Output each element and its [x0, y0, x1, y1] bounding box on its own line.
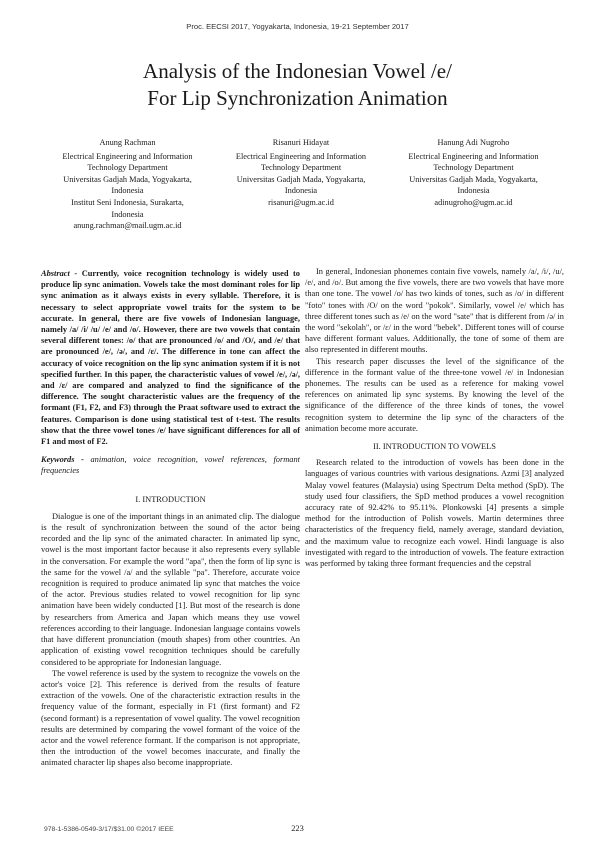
- author-email: risanuri@ugm.ac.id: [268, 197, 334, 207]
- affiliation-line: Electrical Engineering and Information: [62, 151, 193, 161]
- affiliation-line: Indonesia: [111, 209, 144, 219]
- right-column: [305, 266, 564, 569]
- affiliation-line: Universitas Gadjah Mada, Yogyakarta,: [409, 174, 538, 184]
- affiliation-line: Indonesia: [111, 186, 144, 196]
- paragraph: Dialogue is one of the important things in an animated clip. The dialogue is the result of synchronization between the sound of the actor being recorded and the lip sync of the animated character. In animated lip sync, vowel is the most important factor because it also represents every syllable in the conversation. For example the word "apa", then the form of lip sync is the same for the vowel /a/ and the syllable "pa". Therefore, accurate voice recognition is required to produce animated lip sync that matches the voice of the actor. Previous studies related to vowel recognition for lip sync animation have been widely conducted [1]. But most of the research is done by researchers from America and Japan which means they use vowel references according to their language. Indonesian language contains vowels that have different pronunciation (mouth shapes) from other countries. An application of existing vowel recognition techniques should be carefully considered to be appropriate for Indonesian language.: [41, 511, 300, 667]
- affiliation-line: Indonesia: [284, 186, 318, 196]
- paragraph: This research paper discusses the level of the significance of the difference in the formant value of the three-tone vowel /e/ in Indonesian phonemes. The results can be used as a reference for making vowel references on animated lip sync systems. By knowing the level of the significance of the difference of the three kinds of tones, the vowel recognition system to determine the lip sync of the characters of the animation become more accurate.: [305, 356, 564, 433]
- isbn-footer: 978-1-5386-0549-3/17/$31.00 ©2017 IEEE: [44, 826, 174, 833]
- keywords-label: Keywords -: [41, 455, 84, 465]
- keywords-text: animation, voice recognition, vowel references, formant frequencies: [41, 455, 300, 476]
- title-line-2: For Lip Synchronization Animation: [147, 86, 448, 110]
- author-name: Anung Rachman: [99, 138, 156, 147]
- author-3: [387, 137, 560, 232]
- keywords: [41, 454, 300, 476]
- affiliation-line: Electrical Engineering and Information: [235, 151, 367, 161]
- author-block: [40, 137, 560, 232]
- author-2: [215, 137, 387, 232]
- paragraph: In general, Indonesian phonemes contain five vowels, namely /a/, /i/, /u/, /e/, and /o/. But among the five vowels, there are two vowels that have more than one tone. The vowel /o/ has two kinds of tones, such as /o/ in different "foto" tones with /O/ on the word "pokok". Similarly, vowel /e/ which has three different tones such as /e/ on the word "sate" that is different from /ə/ in the word "sekolah", or /ɛ/ in the word "bebek". Different tones will of course have different formant values. Additionally, the tone of some of them are also represented in different mouths.: [305, 267, 564, 355]
- affiliation-line: Electrical Engineering and Information: [408, 151, 539, 161]
- conference-header: Proc. EECSI 2017, Yogyakarta, Indonesia, 19-21 September 2017: [186, 22, 409, 31]
- title-line-1: Analysis of the Indonesian Vowel /e/: [143, 59, 452, 83]
- affiliation-line: Universitas Gadjah Mada, Yogyakarta,: [236, 174, 366, 184]
- author-1: [40, 137, 215, 232]
- paragraph: The vowel reference is used by the system to recognize the vowels on the actor's voice [2]. This reference is derived from the results of feature extraction of the vowels. One of the characteristic extraction results in the frequency value of the formant, especially in F1 (first formant) and F2 (second formant) is a representation of vowel quality. The vowel recognition results are determined by comparing the vowel formant of the voice of the actor and the vowel reference formant. If the comparison is not appropriate, then the introduction of the vowel becomes inaccurate, and finally the animated character lip shapes also become inappropriate.: [41, 668, 300, 768]
- author-name: Risanuri Hidayat: [272, 138, 330, 147]
- paragraph: Research related to the introduction of vowels has been done in the languages of various countries with various designations. Azmi [3] analyzed Malay vowel features (Malaysia) using Spectrum Delta method (SpD). The study used four classifiers, the SpD method produces a vowel recognition accuracy rate of 92.42% to 95.11%. Plonkowski [4] presents a simple method for the introduction of Polish vowels. Martin determines three characteristics of the frequency field, namely average, standard deviation, and the maximum value to recognize each vowel. Hindi language is also investigated with regard to the introduction of vowels. The feature extraction was performed by taking three formant frequencies and the cepstral: [305, 458, 564, 569]
- affiliation-line: Technology Department: [87, 163, 168, 173]
- abstract-label: Abstract: [41, 269, 70, 278]
- author-email: anung.rachman@mail.ugm.ac.id: [73, 221, 182, 231]
- section-heading-introduction: I. INTRODUCTION: [135, 494, 206, 504]
- author-name: Hanung Adi Nugroho: [437, 138, 510, 147]
- affiliation-line: Universitas Gadjah Mada, Yogyakarta,: [63, 174, 192, 184]
- author-email: adinugroho@ugm.ac.id: [434, 197, 513, 207]
- left-column: [41, 268, 300, 769]
- affiliation-line: Technology Department: [433, 163, 514, 173]
- paper-title: [0, 58, 595, 112]
- affiliation-line: Indonesia: [457, 186, 490, 196]
- affiliation-line: Institut Seni Indonesia, Surakarta,: [71, 197, 184, 207]
- abstract: [41, 268, 300, 447]
- affiliation-line: Technology Department: [260, 163, 342, 173]
- page-number: 223: [291, 824, 304, 833]
- abstract-text: - Currently, voice recognition technology is widely used to produce lip sync animation. Vowels take the most dominant roles for lip sync animation as it always exists in every syllable. Therefore, it is necessary to select appropriate vowel traits for the system to be accurate. In general, there are five vowels of Indonesian language, namely /a/ /i/ /u/ /e/ and /o/. However, there are two vowels that contain several different tones: /o/ that are pronounced /o/ and /O/, and /e/ that are pronounced /e/, /ə/, and /ɛ/. The difference in tone can affect the accuracy of voice recognition on the lip sync animation system if it is not specified further. In this paper, the characteristic values of vowel /e/, /ə/, and /ɛ/ are compared and analyzed to find the significance of the difference. The sought characteristic values are the frequency of the formant (F1, F2, and F3) through the Praat software used to extract the features. Comparison is done using statistical test of t-test. The results show that the three vowel tones /e/ have significant differences for all of F1 and most of F2.: [41, 269, 300, 447]
- section-heading-vowels: II. INTRODUCTION TO VOWELS: [373, 442, 496, 452]
